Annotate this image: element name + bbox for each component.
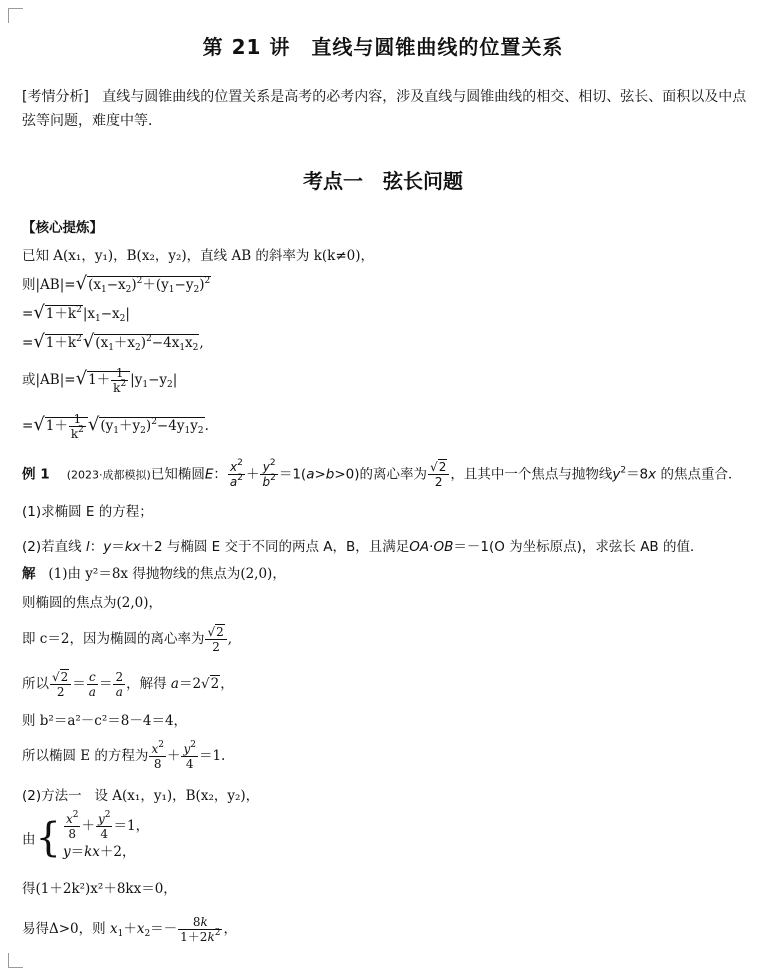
formula-prefix: 或|AB|= [22,372,76,388]
lecture-title: 第 21 讲 直线与圆锥曲线的位置关系 [202,35,564,59]
system-brace: { [35,814,61,861]
question-1: (1)求椭圆 E 的方程； [22,504,153,520]
exam-analysis [22,85,757,133]
core-given: 已知 A(x₁，y₁)，B(x₂，y₂)，直线 AB 的斜率为 k(k≠0)， [22,248,374,264]
solution-text: 所以椭圆 E 的方程为 [22,748,149,764]
formula-prefix: 则|AB|= [22,277,76,293]
core-heading: 【核心提炼】 [22,220,103,236]
example-stem: 例 1 (2023·成都模拟)已知椭圆E： $\frac{x^2}{a^2}$ ＋ $\frac{y^2}{b^2}$ ＝1(a>b>0)的离心率为 $\frac{√2}{2}$ ，且其中一个焦点与抛物线$y^2=8x$ 的焦点重合． [22,458,742,489]
method-label: (2)方法一 [22,788,82,804]
solution-line-5: 则 b²＝a²－c²＝8－4＝4， [22,713,188,729]
formula-line-2: $=√1+k^2|x_1-x_2|$ [22,302,130,324]
page-corner-mark [8,953,23,968]
solution-line-7 [22,786,259,806]
solution-text: 易得Δ>0，则 [22,921,106,937]
solution-line-8 [22,812,149,863]
example-source: (2023·成都模拟) [66,468,151,482]
question-2-b: 与椭圆 E 交于不同的两点 A，B，且满足 [166,539,410,555]
example-label: 例 1 [22,466,50,483]
solution-line-2: 则椭圆的焦点为(2,0)， [22,595,163,611]
formula-line-1: 则$|AB|=√(x_1-x_2)^2+(y_1-y_2)^2$ [22,273,211,295]
solution-line-1 [22,564,286,584]
example-stem-b: 的离心率为 [359,466,428,483]
solution-line-3: 即 c＝2，因为椭圆的离心率为 $\frac{√2}{2}$ , [22,625,233,654]
example-stem-d: 的焦点重合． [660,466,742,483]
formula-line-3: $=√1+k^2√(x_1+x_2)^2-4x_1x_2$, [22,331,204,353]
solution-text: 由 [22,831,36,848]
example-stem-a: 已知椭圆 [150,466,205,483]
solution-line-10: 易得Δ>0，则 $x_1+x_2=-$ $\frac{8k}{1+2k^2}$ ， [22,915,237,944]
solution-line-9: 得(1＋2k²)x²＋8kx＝0， [22,881,177,897]
page-corner-mark [8,8,23,23]
equation-system: $\frac{x^2}{8}$ ＋ $\frac{y^2}{4}$ ＝1， y＝kx＋2， [62,810,150,860]
example-stem-c: ，且其中一个焦点与抛物线 [450,466,613,483]
analysis-label: [考情分析] [22,89,89,105]
solution-label: 解 [22,566,36,582]
section-title: 考点一 弦长问题 [303,169,463,193]
question-2: (2)若直线 l：y＝kx＋2 与椭圆 E 交于不同的两点 A，B，且满足OA·OB＝－1(O 为坐标原点)，求弦长 AB 的值． [22,539,704,555]
formula-line-4: 或|AB|=√1＋ $\frac{1}{k^2}$ $|y_1-y_2|$ [22,366,178,395]
formula-prefix: = [22,418,34,434]
question-2-a: (2)若直线 [22,539,82,555]
analysis-text: 直线与圆锥曲线的位置关系是高考的必考内容，涉及直线与圆锥曲线的相交、相切、弦长、面积以及中点弦等问题，难度中等． [22,89,747,129]
solution-text: 所以 [22,676,49,692]
solution-text: 解得 [139,676,167,692]
solution-line-6: 所以椭圆 E 的方程为 $\frac{x^2}{8}$ ＋ $\frac{y^2}{4}$ ＝1. [22,740,226,771]
solution-text: 设 A(x₁，y₁)，B(x₂，y₂)， [94,788,260,804]
solution-line-4: 所以 $\frac{√2}{2}$ ＝ $\frac{c}{a}$ ＝ $\frac{2}{a}$ ，解得 a＝2√2， [22,670,234,699]
solution-text: (1)由 y²＝8x 得抛物线的焦点为(2,0)， [48,566,286,582]
formula-prefix: = [22,306,34,322]
question-2-c: (O 为坐标原点)，求弦长 AB 的值． [488,539,704,555]
formula-prefix: = [22,335,34,351]
solution-text: 即 c＝2，因为椭圆的离心率为 [22,631,205,647]
formula-line-5: =√1＋ $\frac{1}{k^2}$ $√(y_1+y_2)^2-4y_1y_2$. [22,412,209,441]
